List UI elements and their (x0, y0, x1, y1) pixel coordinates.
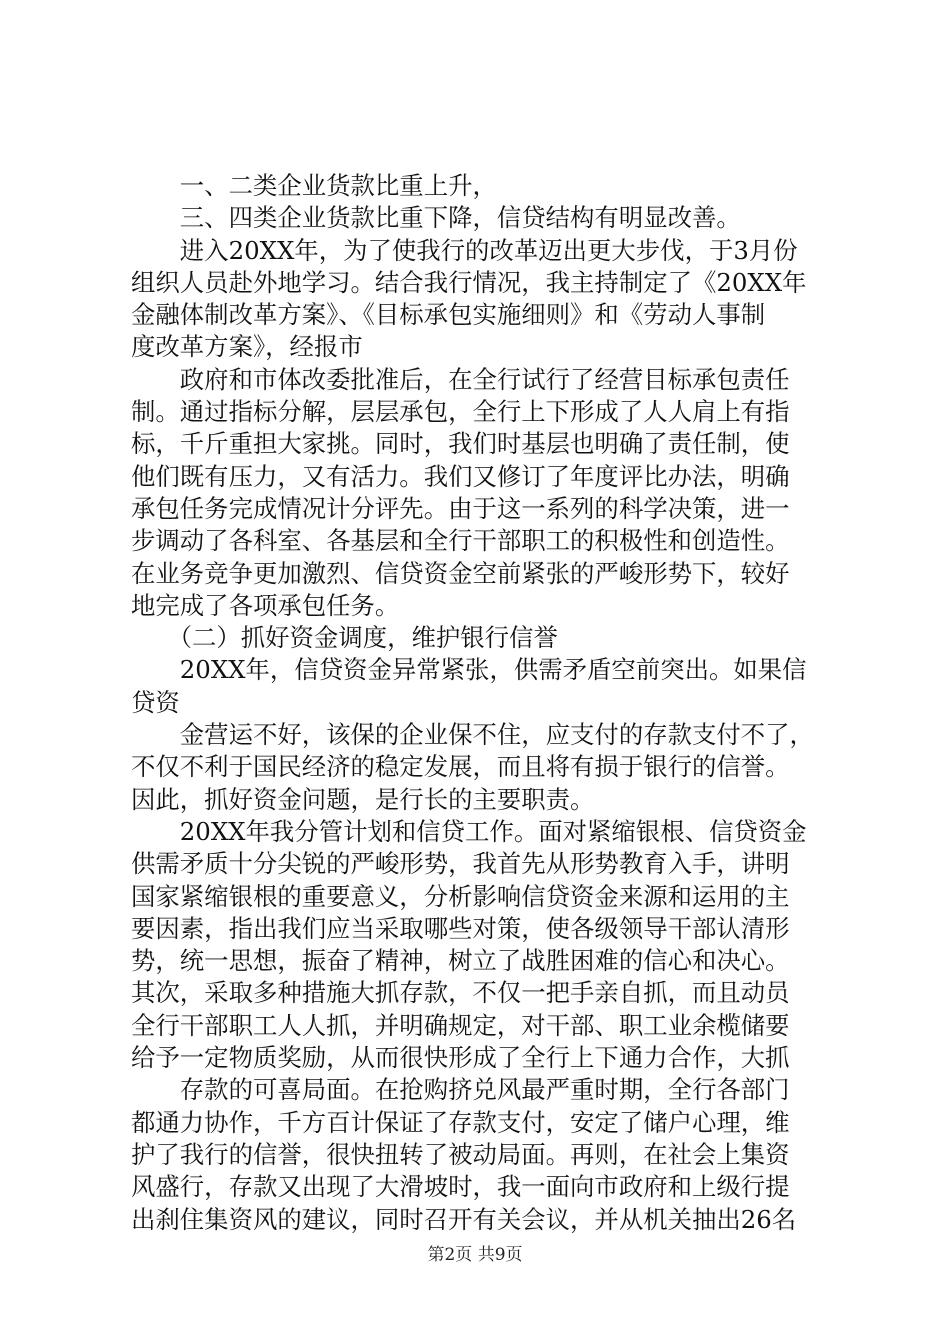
text-line: 势，统一思想，振奋了精神，树立了战胜困难的信心和决心。 (131, 946, 790, 976)
text-line: 贷资 (131, 687, 180, 717)
text-line: 制。通过指标分解，层层承包，全行上下形成了人人肩上有指 (131, 397, 790, 427)
text-line: 国家紧缩银根的重要意义，分析影响信贷资金来源和运用的主 (131, 881, 790, 911)
text-line: 因此，抓好资金问题，是行长的主要职责。 (131, 784, 595, 814)
text-line: 供需矛质十分尖锐的严峻形势，我首先从形势教育入手，讲明 (131, 849, 790, 879)
text-line: 20XX年我分管计划和信贷工作。面对紧缩银根、信贷资金 (131, 816, 807, 846)
text-line: 在业务竞争更加激烈、信贷资金空前紧张的严峻形势下，较好 (131, 558, 790, 588)
text-line: 全行干部职工人人抓，并明确规定，对干部、职工业余榄储要 (131, 1010, 790, 1040)
text-line: 金融体制改革方案》、《目标承包实施细则》和《劳动人事制 (131, 300, 766, 330)
page-number-footer: 第2页 共9页 (427, 1245, 523, 1265)
text-line: 步调动了各科室、各基层和全行干部职工的积极性和创造性。 (131, 526, 790, 556)
text-line: 20XX年，信贷资金异常紧张，供需矛盾空前突出。如果信 (131, 655, 807, 685)
text-line: 风盛行，存款又出现了大滑坡时，我一面向市政府和上级行提 (131, 1172, 790, 1202)
text-line: 金营运不好，该保的企业保不住，应支付的存款支付不了， (131, 720, 814, 750)
text-line: 一、二类企业货款比重上升， (131, 171, 497, 200)
text-line: 地完成了各项承包任务。 (131, 590, 400, 620)
text-line: 给予一定物质奖励，从而很快形成了全行上下通力合作，大抓 (131, 1043, 790, 1073)
text-line: 度改革方案》，经报市 (131, 332, 363, 362)
text-line: 标，千斤重担大家挑。同时，我们时基层也明确了责任制，使 (131, 429, 790, 459)
text-line: 进入20XX年，为了使我行的改革迈出更大步伐，于3月份 (131, 235, 798, 265)
text-line: 他们既有压力，又有活力。我们又修订了年度评比办法，明确 (131, 461, 790, 491)
text-line: 政府和市体改委批准后，在全行试行了经营目标承包责任 (131, 364, 790, 394)
section-heading: （二）抓好资金调度，维护银行信誉 (131, 623, 558, 653)
text-line: 不仅不利于国民经济的稳定发展，而且将有损于银行的信誉。 (131, 752, 790, 782)
document-body (131, 170, 831, 1236)
text-line: 组织人员赴外地学习。结合我行情况，我主持制定了《20XX年 (131, 267, 807, 297)
text-line: 都通力协作，千方百计保证了存款支付，安定了储户心理，维 (131, 1107, 790, 1137)
text-line: 护了我行的信誉，很快扭转了被动局面。再则，在社会上集资 (131, 1139, 790, 1169)
text-line: 存款的可喜局面。在抢购挤兑风最严重时期，全行各部门 (131, 1075, 790, 1105)
text-line: 出刹住集资风的建议，同时召开有关会议，并从机关抽出26名 (131, 1204, 797, 1234)
text-line: 承包任务完成情况计分评先。由于这一系列的科学决策，进一 (131, 493, 790, 523)
text-line: 其次，采取多种措施大抓存款，不仅一把手亲自抓，而且动员 (131, 978, 790, 1008)
text-line: 三、四类企业货款比重下降，信贷结构有明显改善。 (131, 203, 741, 233)
text-line: 要因素，指出我们应当采取哪些对策，使各级领导干部认清形 (131, 913, 790, 943)
